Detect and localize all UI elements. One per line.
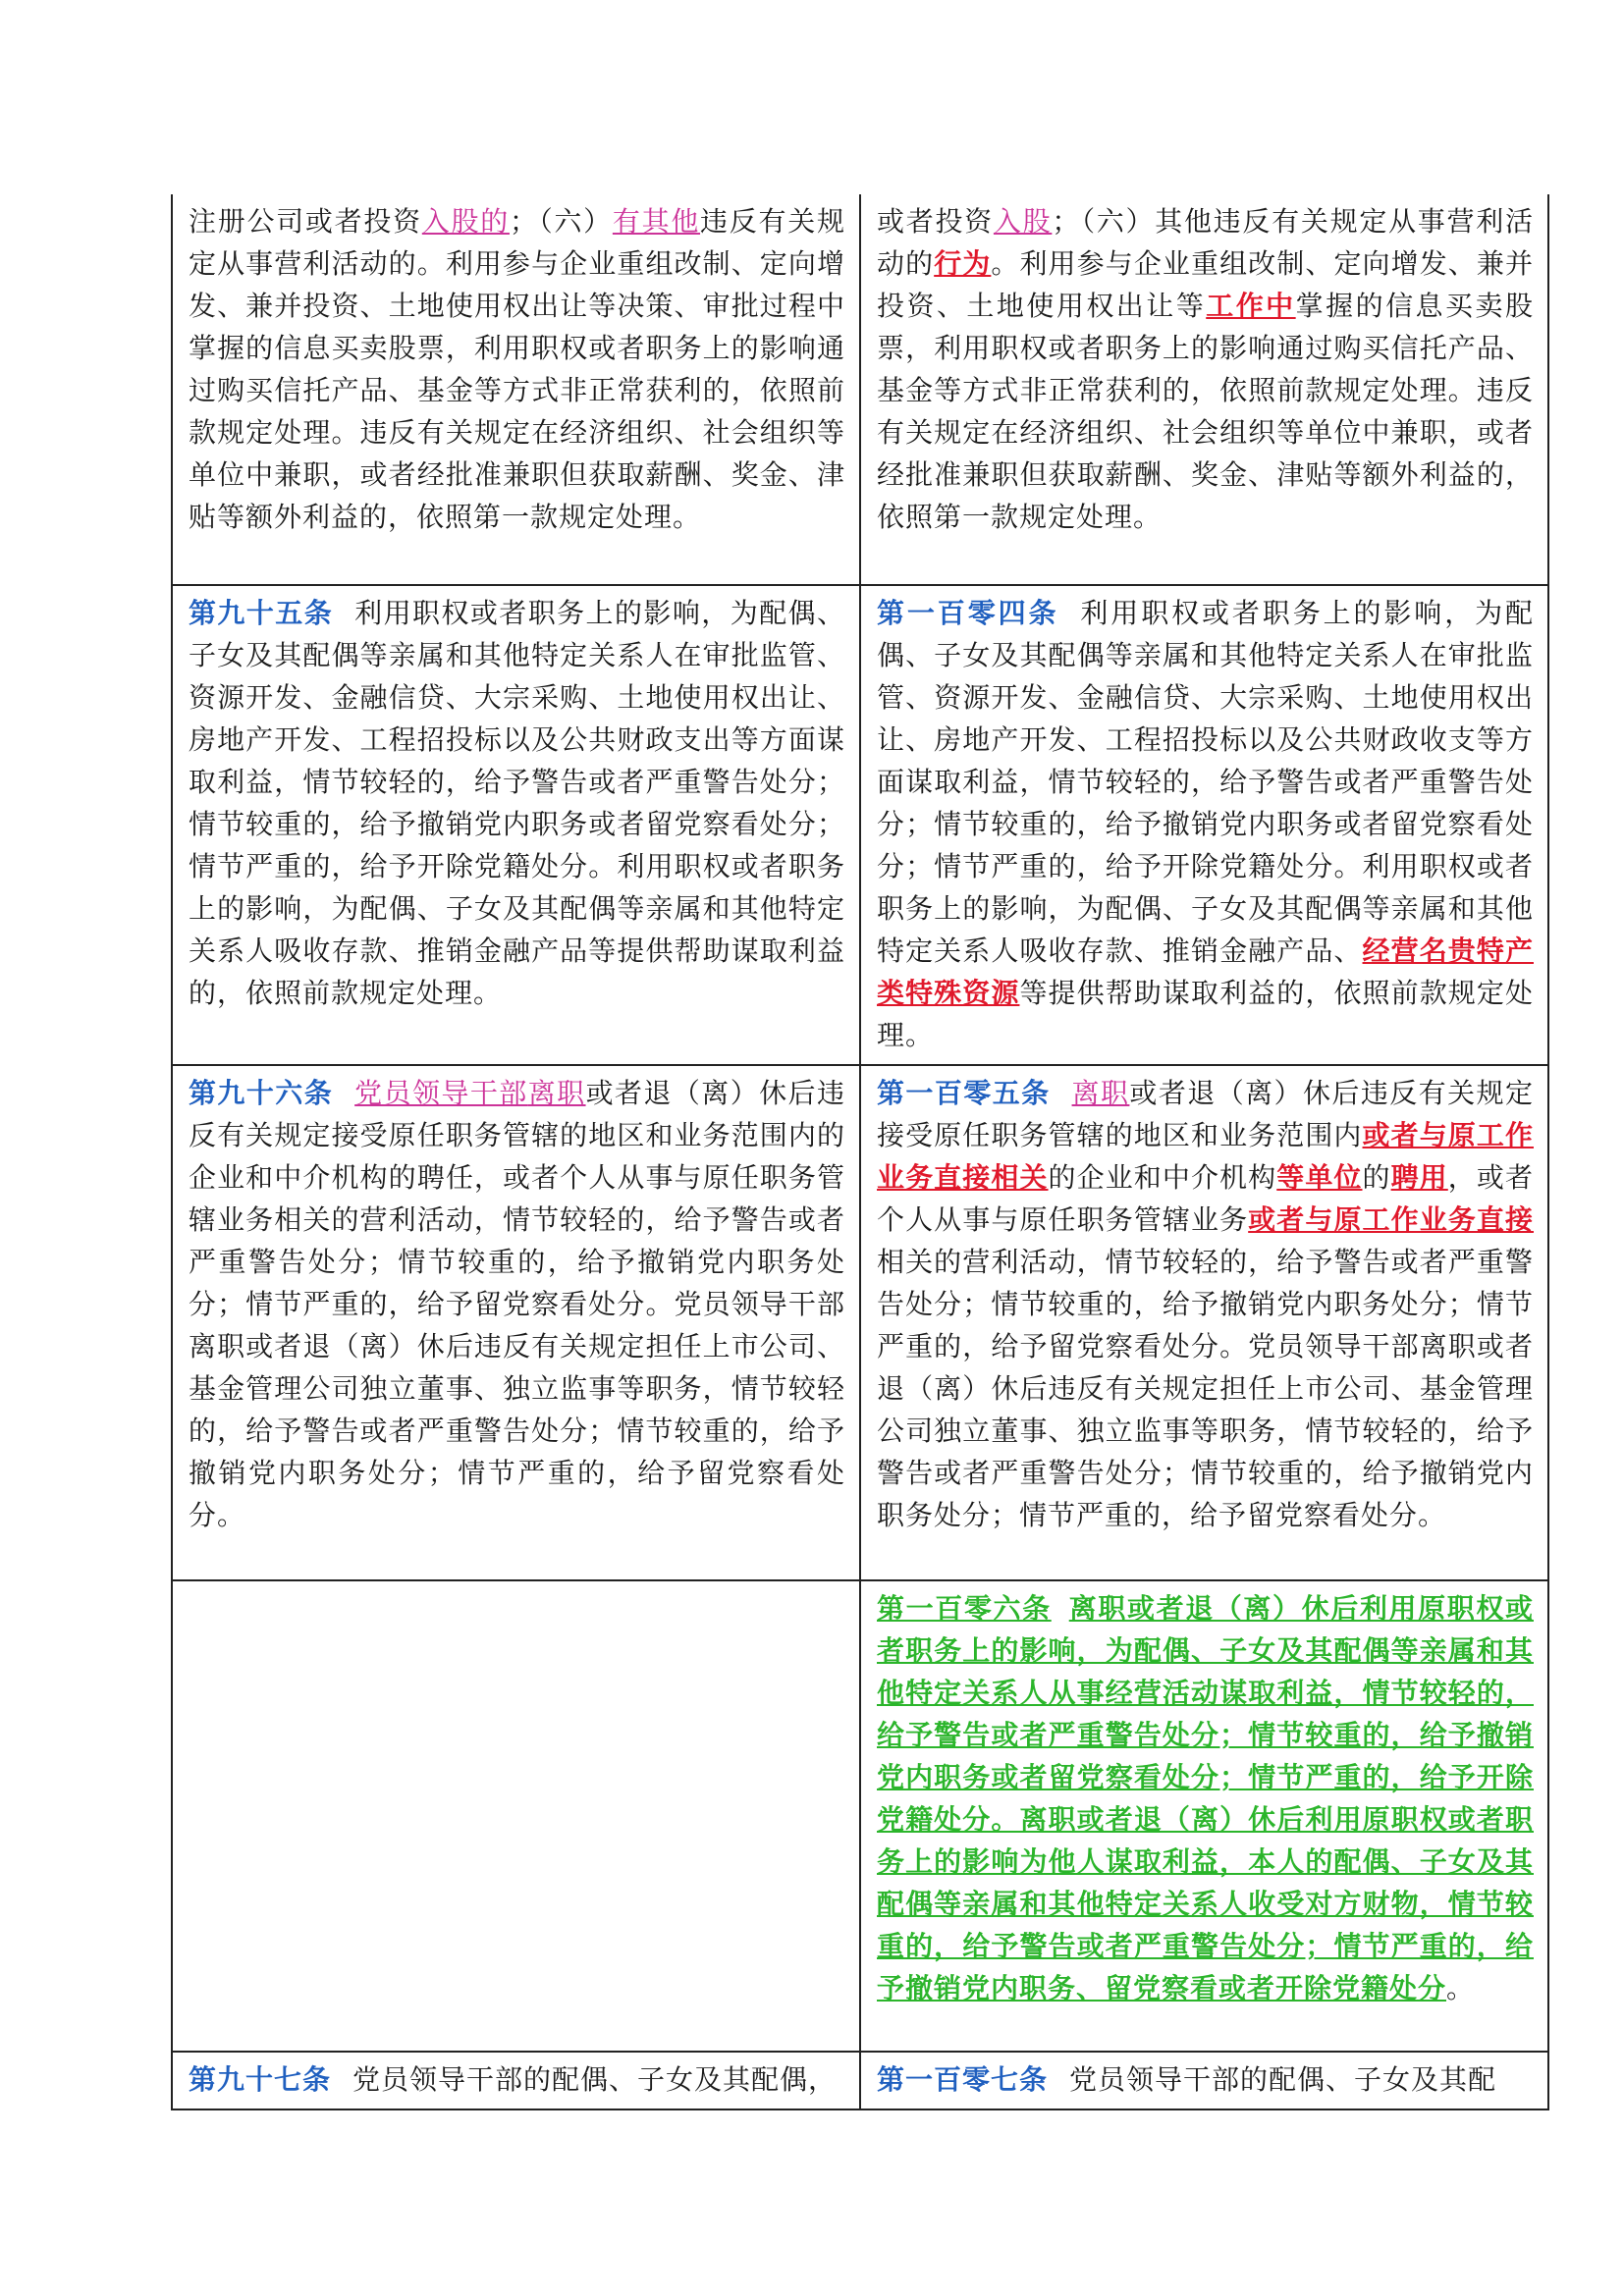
new-article-text: 离职或者退（离）休后利用原职权或者职务上的影响，为配偶、子女及其配偶等亲属和其他特定关系人从事经营活动谋取利益，情节较轻的，给予警告或者严重警告处分；情节较重的，给予撤销党内职务或者留党察看处分；情节严重的，给予开除党籍处分。离职或者退（离）休后利用原职权或者职务上的影响为他人谋取利益，本人的配偶、子女及其配偶等亲属和其他特定关系人收受对方财物，情节较重的，给予警告或者严重警告处分；情节严重的，给予撤销党内职务、留党察看或者开除党籍处分: [877, 1592, 1534, 2004]
inserted-text: 行为: [934, 247, 992, 280]
article-number: 第一百零五条: [877, 1077, 1051, 1109]
cell-text: [877, 592, 1534, 1056]
text-segment: 等提供帮助谋取利益的，依照前款规定处理。: [877, 977, 1534, 1051]
deleted-text: 离职: [1071, 1077, 1130, 1109]
text-segment: 或者退（离）休后违反有关规定接受原任职务管辖的地区和业务范围内: [877, 1077, 1534, 1151]
deleted-text: 入股的: [421, 205, 510, 238]
old-text-cell: [172, 2052, 860, 2109]
old-text-cell: [172, 1580, 860, 2052]
cell-text: [189, 200, 845, 538]
old-text-cell: [172, 194, 860, 585]
table-row: [172, 1580, 1548, 2052]
new-article-number: 第一百零六条: [877, 1592, 1052, 1625]
new-text-cell: [860, 2052, 1548, 2109]
new-text-cell: [860, 1580, 1548, 2052]
cell-text: [877, 1072, 1534, 1536]
cell-text: [877, 200, 1534, 538]
article-number: 第一百零四条: [877, 597, 1059, 629]
table-row: [172, 585, 1548, 1065]
old-text-cell: [172, 1065, 860, 1580]
text-segment: 党员领导干部的配偶、子女及其配: [1069, 2063, 1497, 2096]
article-number: 第一百零七条: [877, 2063, 1049, 2096]
cell-text: [189, 592, 845, 1014]
text-segment: 的企业和中介机构: [1048, 1161, 1277, 1194]
cell-text: [877, 1587, 1534, 2009]
table-row: [172, 1065, 1548, 1580]
inserted-text: 聘用: [1390, 1161, 1448, 1194]
new-text-cell: [860, 194, 1548, 585]
inserted-text: 工作中: [1206, 290, 1296, 322]
text-segment: 利用职权或者职务上的影响，为配偶、子女及其配偶等亲属和其他特定关系人在审批监管、资源开发、金融信贷、大宗采购、土地使用权出让、房地产开发、工程招投标以及公共财政支出等方面谋取利益，情节较轻的，给予警告或者严重警告处分；情节较重的，给予撤销党内职务或者留党察看处分；情节严重的，给予开除党籍处分。利用职权或者职务上的影响，为配偶、子女及其配偶等亲属和其他特定关系人吸收存款、推销金融产品等提供帮助谋取利益的，依照前款规定处理。: [189, 597, 845, 1009]
text-segment: 。利用参与企业重组改制、定向增发、兼并投资、土地使用权出让等: [877, 247, 1534, 322]
new-text-cell: [860, 585, 1548, 1065]
inserted-text: 或者与原工作业务直接相关: [877, 1119, 1534, 1194]
deleted-text: 有其他: [612, 205, 701, 238]
inserted-text: 等单位: [1276, 1161, 1363, 1194]
cell-text: [189, 1072, 845, 1536]
table-row: [172, 194, 1548, 585]
text-segment: ，或者个人从事与原任职务管辖业务: [877, 1161, 1534, 1236]
new-text-cell: [860, 1065, 1548, 1580]
text-segment: 利用职权或者职务上的影响，为配偶、子女及其配偶等亲属和其他特定关系人在审批监管、资源开发、金融信贷、大宗采购、土地使用权出让、房地产开发、工程招投标以及公共财政收支等方面谋取利益，情节较轻的，给予警告或者严重警告处分；情节较重的，给予撤销党内职务或者留党察看处分；情节严重的，给予开除党籍处分。利用职权或者职务上的影响，为配偶、子女及其配偶等亲属和其他特定关系人吸收存款、推销金融产品、: [877, 597, 1534, 967]
text-segment: 的: [1362, 1161, 1391, 1194]
text-segment: ；（六）其他违反有关规定从事营利活动的: [877, 205, 1534, 280]
table-row: [172, 2052, 1548, 2109]
text-segment: 党员领导干部的配偶、子女及其配偶，: [352, 2063, 838, 2096]
article-number: 第九十六条: [189, 1077, 334, 1109]
cell-text: [877, 2058, 1534, 2101]
deleted-text: 入股: [993, 205, 1053, 238]
text-segment: 。: [1446, 1972, 1476, 2004]
text-segment: 或者投资: [877, 205, 994, 238]
deleted-text: 党员领导干部: [354, 1077, 528, 1109]
text-segment: 或者退（离）休后违反有关规定接受原任职务管辖的地区和业务范围内的企业和中介机构的聘任，或者个人从事与原任职务管辖业务相关的营利活动，情节较轻的，给予警告或者严重警告处分；情节较重的，给予撤销党内职务处分；情节严重的，给予留党察看处分。党员领导干部离职或者退（离）休后违反有关规定担任上市公司、基金管理公司独立董事、独立监事等职务，情节较轻的，给予警告或者严重警告处分；情节较重的，给予撤销党内职务处分；情节严重的，给予留党察看处分。: [189, 1077, 845, 1531]
article-number: 第九十七条: [189, 2063, 332, 2096]
article-number: 第九十五条: [189, 597, 334, 629]
text-segment: 违反有关规定从事营利活动的。利用参与企业重组改制、定向增发、兼并投资、土地使用权出让等决策、审批过程中掌握的信息买卖股票，利用职权或者职务上的影响通过购买信托产品、基金等方式非正常获利的，依照前款规定处理。违反有关规定在经济组织、社会组织等单位中兼职，或者经批准兼职但获取薪酬、奖金、津贴等额外利益的，依照第一款规定处理。: [189, 205, 845, 533]
text-segment: ；（六）: [509, 205, 613, 238]
text-segment: 掌握的信息买卖股票，利用职权或者职务上的影响通过购买信托产品、基金等方式非正常获利的，依照前款规定处理。违反有关规定在经济组织、社会组织等单位中兼职，或者经批准兼职但获取薪酬、奖金、津贴等额外利益的，依照第一款规定处理。: [877, 290, 1534, 533]
comparison-table: [171, 194, 1549, 2110]
old-text-cell: [172, 585, 860, 1065]
inserted-text: 经营名贵特产类特殊资源: [877, 934, 1534, 1009]
cell-text: [189, 2058, 845, 2101]
text-segment: 注册公司或者投资: [189, 205, 422, 238]
inserted-text: 或者与原工作业务直接: [1248, 1203, 1534, 1236]
text-segment: 相关的营利活动，情节较轻的，给予警告或者严重警告处分；情节较重的，给予撤销党内职务处分；情节严重的，给予留党察看处分。党员领导干部离职或者退（离）休后违反有关规定担任上市公司、基金管理公司独立董事、独立监事等职务，情节较轻的，给予警告或者严重警告处分；情节较重的，给予撤销党内职务处分；情节严重的，给予留党察看处分。: [877, 1246, 1534, 1531]
deleted-text: 离职: [527, 1077, 586, 1109]
